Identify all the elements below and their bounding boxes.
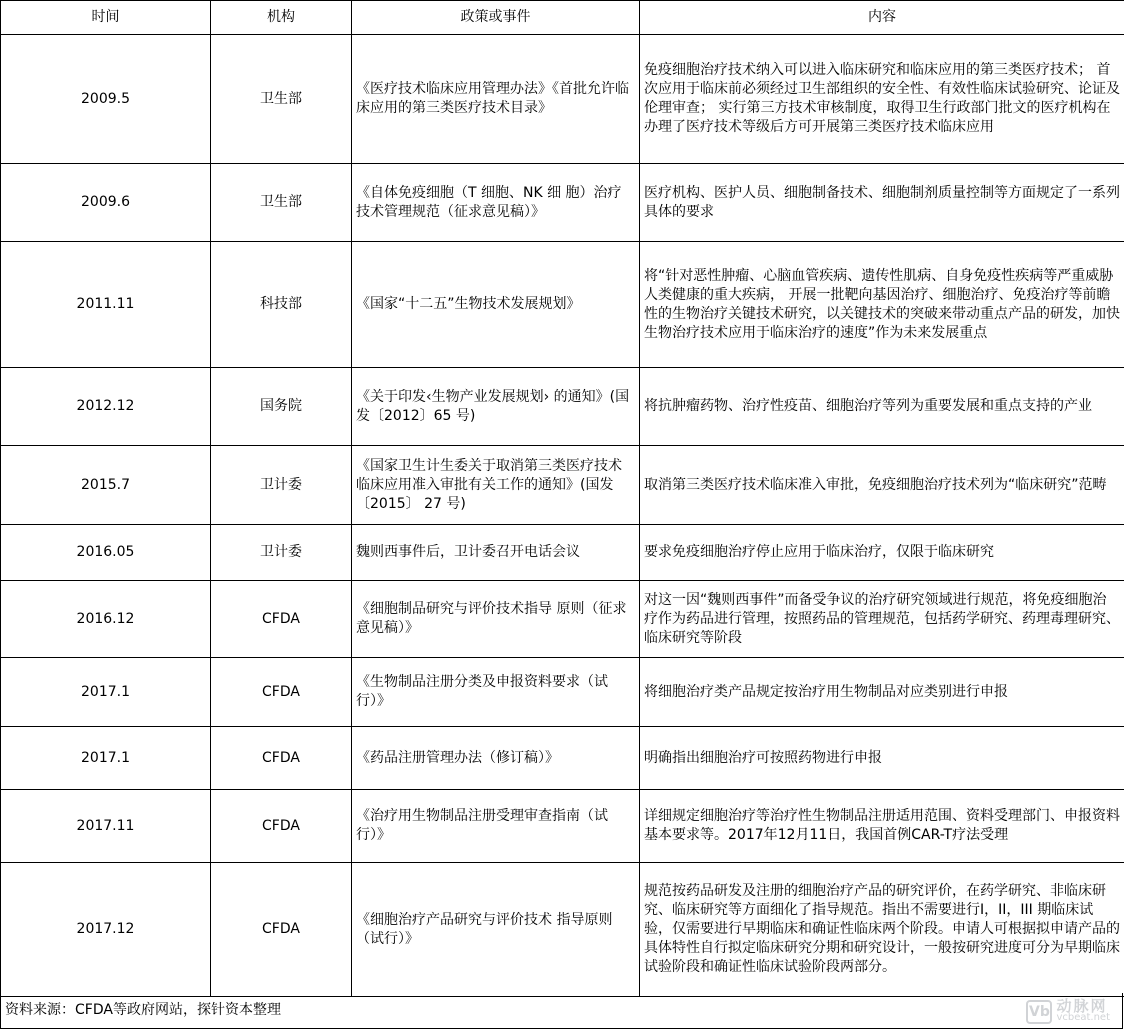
- cell-org: CFDA: [211, 581, 352, 658]
- cell-date: 2017.1: [1, 727, 211, 790]
- cell-content: 医疗机构、医护人员、细胞制备技术、细胞制剂质量控制等方面规定了一系列具体的要求: [640, 164, 1124, 242]
- cell-date: 2016.05: [1, 525, 211, 581]
- cell-org: 卫计委: [211, 446, 352, 525]
- cell-date: 2016.12: [1, 581, 211, 658]
- cell-content: 对这一因“魏则西事件”而备受争议的治疗研究领域进行规范，将免疫细胞治疗作为药品进行管理，按照药品的管理规范，包括药学研究、药理毒理研究、临床研究等阶段: [640, 581, 1124, 658]
- watermark-name: 动脉网: [1056, 997, 1108, 1015]
- cell-date: 2011.11: [1, 242, 211, 368]
- cell-policy: 《治疗用生物制品注册受理审查指南（试行）》: [352, 790, 640, 863]
- cell-org: CFDA: [211, 658, 352, 727]
- cell-content: 取消第三类医疗技术临床准入审批，免疫细胞治疗技术列为“临床研究”范畴: [640, 446, 1124, 525]
- cell-org: 科技部: [211, 242, 352, 368]
- watermark: [1026, 997, 1110, 1024]
- cell-date: 2009.6: [1, 164, 211, 242]
- cell-content: 要求免疫细胞治疗停止应用于临床治疗，仅限于临床研究: [640, 525, 1124, 581]
- table-row: [1, 525, 1124, 581]
- cell-policy: 《关于印发‹生物产业发展规划› 的通知》(国发〔2012〕65 号): [352, 368, 640, 446]
- cell-org: CFDA: [211, 790, 352, 863]
- table-row: [1, 863, 1124, 997]
- table-row: [1, 446, 1124, 525]
- cell-org: CFDA: [211, 727, 352, 790]
- cell-date: 2017.11: [1, 790, 211, 863]
- table-row: [1, 727, 1124, 790]
- cell-content: 将“针对恶性肿瘤、心脑血管疾病、遗传性肌病、自身免疫性疾病等严重威胁人类健康的重大疾病， 开展一批靶向基因治疗、细胞治疗、免疫治疗等前瞻性的生物治疗关键技术研究，以关键技术的突破来带动重点产品的研发，加快生物治疗技术应用于临床治疗的速度”作为未来发展重点: [640, 242, 1124, 368]
- cell-policy: 魏则西事件后，卫计委召开电话会议: [352, 525, 640, 581]
- table-row: [1, 368, 1124, 446]
- cell-org: CFDA: [211, 863, 352, 997]
- header-content: 内容: [640, 1, 1124, 35]
- cell-date: 2009.5: [1, 35, 211, 164]
- cell-content: 明确指出细胞治疗可按照药物进行申报: [640, 727, 1124, 790]
- cell-policy: 《药品注册管理办法（修订稿）》: [352, 727, 640, 790]
- cell-policy: 《国家“十二五”生物技术发展规划》: [352, 242, 640, 368]
- source-note: 资料来源：CFDA等政府网站，探针资本整理: [5, 1002, 281, 1018]
- cell-org: 国务院: [211, 368, 352, 446]
- cell-policy: 《细胞制品研究与评价技术指导 原则（征求意见稿）》: [352, 581, 640, 658]
- cell-content: 将细胞治疗类产品规定按治疗用生物制品对应类别进行申报: [640, 658, 1124, 727]
- cell-policy: 《国家卫生计生委关于取消第三类医疗技术临床应用准入审批有关工作的通知》(国发〔2015〕 27 号): [352, 446, 640, 525]
- table-header-row: [1, 1, 1124, 35]
- cell-org: 卫生部: [211, 164, 352, 242]
- cell-date: 2015.7: [1, 446, 211, 525]
- header-org: 机构: [211, 1, 352, 35]
- table-row: [1, 164, 1124, 242]
- cell-policy: 《生物制品注册分类及申报资料要求（试行）》: [352, 658, 640, 727]
- table-row: [1, 35, 1124, 164]
- cell-content: 规范按药品研发及注册的细胞治疗产品的研究评价，在药学研究、非临床研究、临床研究等方面细化了指导规范。指出不需要进行I，II，III 期临床试验，仅需要进行早期临床和确证性临床两个阶段。申请人可根据拟申请产品的具体特性自行拟定临床研究分期和研究设计，一般按研究进度可分为早期临床试验阶段和确证性临床试验阶段两部分。: [640, 863, 1124, 997]
- cell-org: 卫生部: [211, 35, 352, 164]
- cell-content: 将抗肿瘤药物、治疗性疫苗、细胞治疗等列为重要发展和重点支持的产业: [640, 368, 1124, 446]
- cell-policy: 《自体免疫细胞（T 细胞、NK 细 胞）治疗技术管理规范（征求意见稿）》: [352, 164, 640, 242]
- cell-policy: 《医疗技术临床应用管理办法》《首批允许临床应用的第三类医疗技术目录》: [352, 35, 640, 164]
- table-row: [1, 242, 1124, 368]
- cell-policy: 《细胞治疗产品研究与评价技术 指导原则（试行）》: [352, 863, 640, 997]
- watermark-url: vcbeat.net: [1056, 1012, 1110, 1023]
- header-date: 时间: [1, 1, 211, 35]
- table-row: [1, 658, 1124, 727]
- cell-date: 2012.12: [1, 368, 211, 446]
- source-footer: [0, 993, 1123, 1029]
- cell-date: 2017.12: [1, 863, 211, 997]
- cell-content: 免疫细胞治疗技术纳入可以进入临床研究和临床应用的第三类医疗技术； 首次应用于临床前必须经过卫生部组织的安全性、有效性临床试验研究、论证及伦理审查； 实行第三方技术审核制度，取得卫生行政部门批文的医疗机构在办理了医疗技术等级后方可开展第三类医疗技术临床应用: [640, 35, 1124, 164]
- cell-org: 卫计委: [211, 525, 352, 581]
- table-row: [1, 790, 1124, 863]
- cell-content: 详细规定细胞治疗等治疗性生物制品注册适用范围、资料受理部门、申报资料基本要求等。2017年12月11日，我国首例CAR-T疗法受理: [640, 790, 1124, 863]
- watermark-text: [1056, 997, 1110, 1024]
- cell-date: 2017.1: [1, 658, 211, 727]
- vb-logo-icon: Vb: [1026, 1000, 1052, 1024]
- table-row: [1, 581, 1124, 658]
- header-policy: 政策或事件: [352, 1, 640, 35]
